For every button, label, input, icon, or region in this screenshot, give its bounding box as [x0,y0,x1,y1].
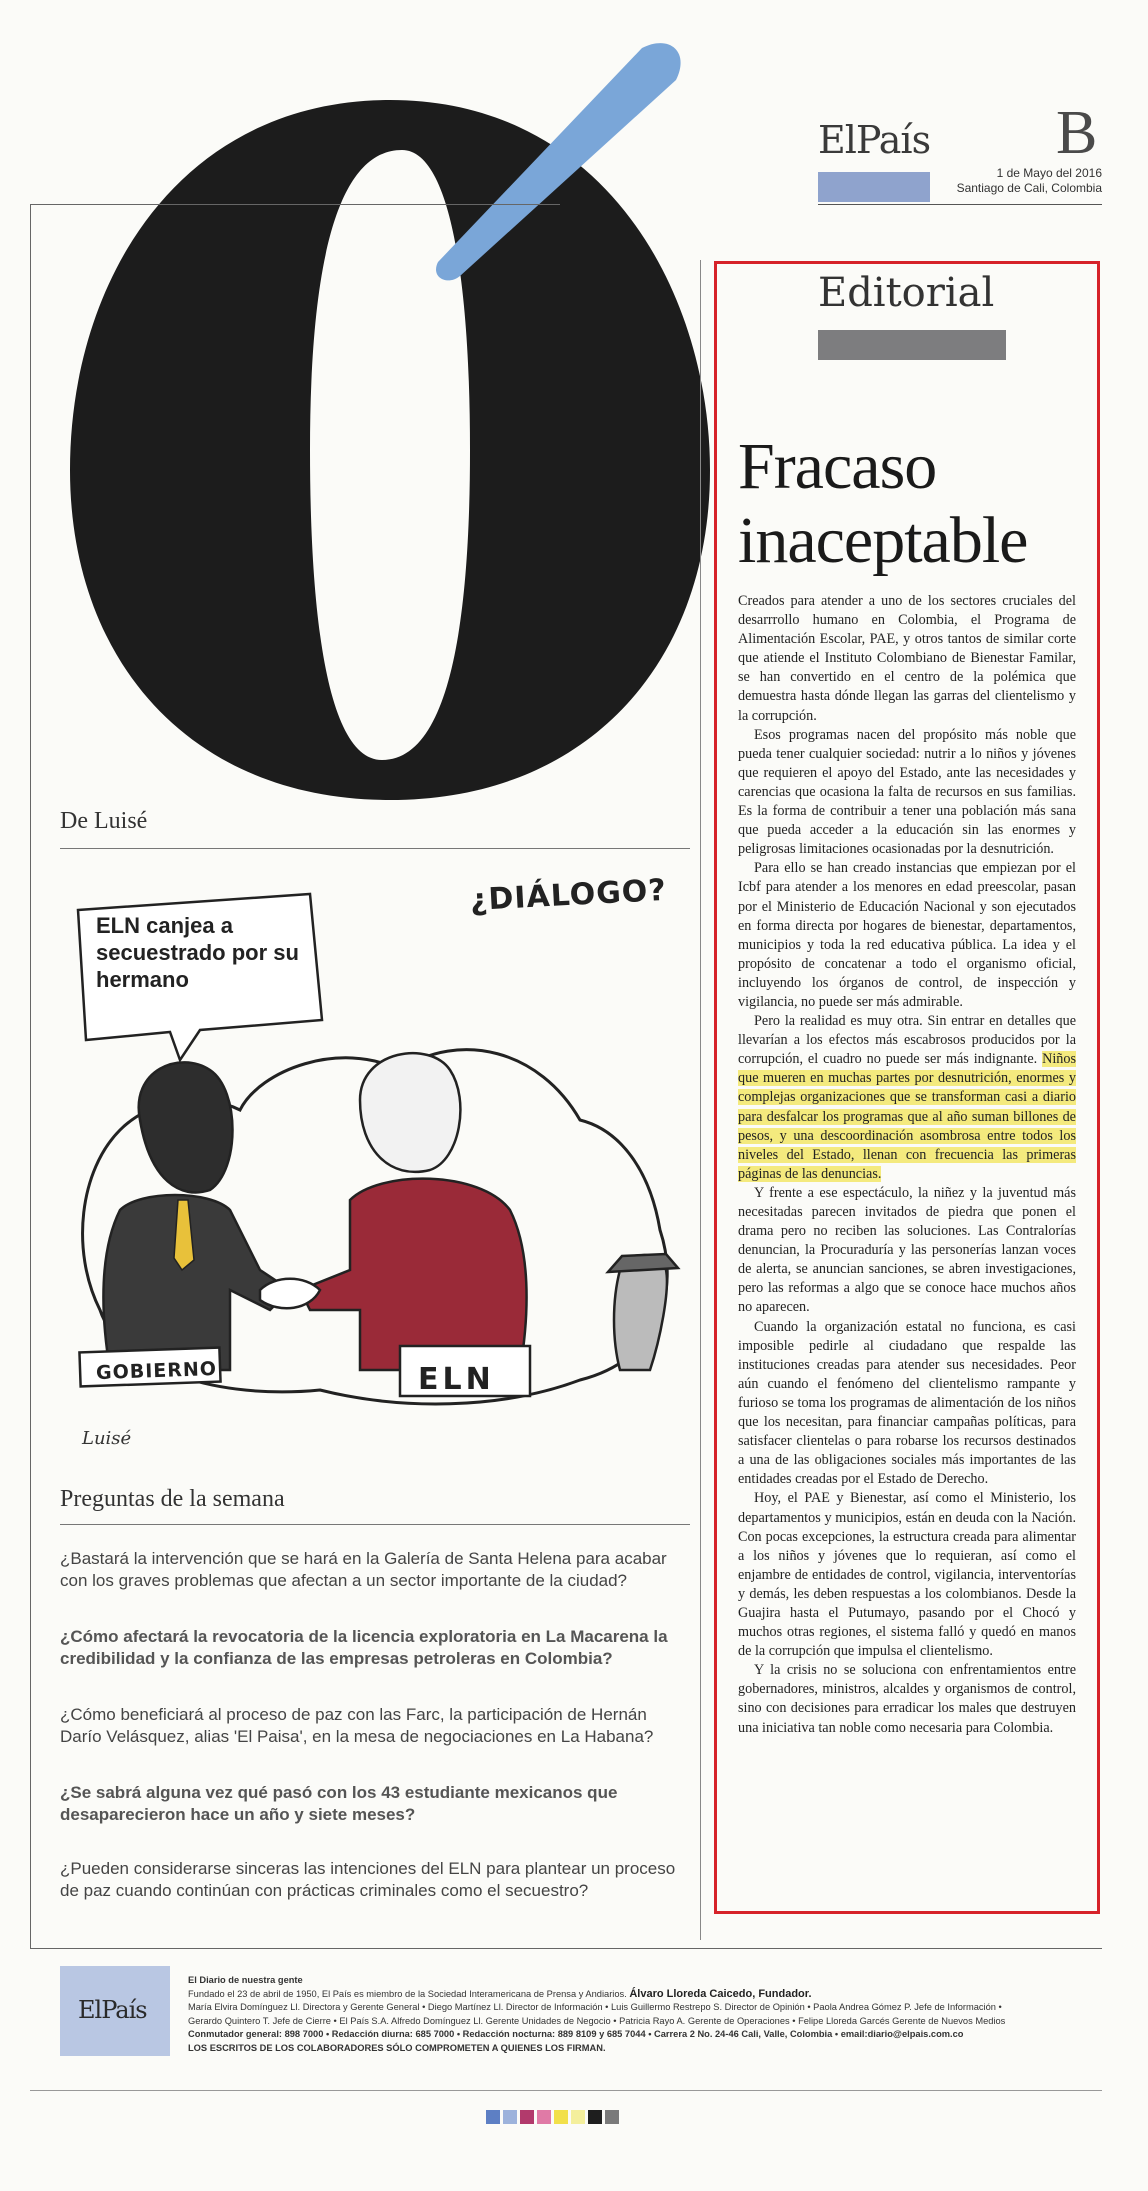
question-item: ¿Pueden considerarse sinceras las intenciones del ELN para plantear un proceso de paz cuando continúan con prácticas criminales como el secuestro? [60,1859,676,1900]
editorial-paragraph: Y la crisis no se soluciona con enfrentamientos entre gobernadores, ministros, alcaldes y organismos de control, sino con decisiones para erradicar los males que destruyen una iniciativa tan noble como necesaria para Colombia. [738,1662,1076,1736]
frame-bottom-rule [30,1948,1102,1949]
color-swatch [588,2110,602,2124]
questions-title-rule [60,1524,690,1525]
spy-hat [608,1254,678,1272]
question-item: ¿Se sabrá alguna vez qué pasó con los 43 estudiante mexicanos que desaparecieron hace un año y siete meses? [60,1783,618,1824]
footer-line-2: María Elvira Domínguez Ll. Directora y Gerente General • Diego Martínez Ll. Director de Información • Luis Guillermo Restrepo S. Director de Opinión • Paola Andrea Gómez P. Jefe de Información • [188,2002,1002,2012]
footer-credits [188,1974,1088,2055]
color-swatch [537,2110,551,2124]
section-letter: B [1056,99,1098,167]
highlighted-text: Niños que mueren en muchas partes por desnutrición, enormes y complejas organizaciones que se transforman casi a diario para desfalcar los programas que al año suman billones de pesos, y una descoordinación asombrosa entre todos los niveles del Estado, llenan con frecuencia las primeras páginas de las denuncias. [738,1051,1076,1182]
cartoon-caption-text: ELN canjea a secuestrado por su hermano [96,913,299,992]
editorial-paragraph: Esos programas nacen del propósito más noble que pueda tener cualquier sociedad: nutrir a lo niños y jóvenes que requieren el apoyo del Estado, ante las necesidades y carencias que ocasiona la falta de recursos en sus familias. Es la forma de contribuir a tener una población más sana que pueda acceder a la educación sin las enormes y peligrosas limitaciones ocasionadas por la desnutrición. [738,726,1076,858]
editorial-headline: Fracaso inaceptable [738,430,1028,577]
footer-founder: Álvaro Lloreda Caicedo, Fundador. [629,1987,812,2000]
color-swatch [503,2110,517,2124]
editorial-paragraph: Cuando la organización estatal no funciona, es casi imposible pedirle al ciudadano que respalde las instituciones creadas para atender sus necesidades. Peor aún cuando el fenómeno del clientelismo rampante y furioso se toma los programas de alimentación de los niños que los necesitan, para financiar campañas políticas, para satisfacer clientelas o para robarse los recursos destinados a una de las obligaciones sociales más importantes de las entidades creadas por el Estado de Derecho. [738,1318,1076,1488]
footer-tagline: El Diario de nuestra gente [188,1975,303,1985]
footer-bottom-rule [30,2090,1102,2091]
cartoon-dialogo-text: ¿DIÁLOGO? [469,872,668,919]
cartoon-section-title: De Luisé [60,808,148,834]
editorial-paragraph-highlighted [738,1012,1076,1184]
cartoonist-signature: Luisé [82,1428,132,1449]
eln-sign-text: ELN [418,1362,495,1397]
editorial-body [738,592,1076,1738]
right-figure-head [360,1053,460,1172]
left-figure-head [139,1062,233,1192]
footer-line-3: Gerardo Quintero T. Jefe de Cierre • El País S.A. Alfredo Domínguez Ll. Gerente Unidades de Negocio • Patricia Rayo A. Gerente de Operaciones • Felipe Lloreda Garcés Gerente de Nuevos Medios [188,2015,1006,2026]
masthead-color-bar [818,172,930,202]
footer-line-1: Fundado el 23 de abril de 1950, El País es miembro de la Sociedad Interamericana de Prensa y Andiarios. [188,1988,627,1999]
color-swatch [554,2110,568,2124]
color-swatch [605,2110,619,2124]
letter-o-shape [70,100,710,800]
question-item: ¿Cómo afectará la revocatoria de la licencia exploratoria en La Macarena la credibilidad y la confianza de las empresas petroleras en Colombia? [60,1627,668,1668]
decorative-letter-o-illustration [30,40,750,820]
editorial-paragraph: Hoy, el PAE y Bienestar, así como el Ministerio, los departamentos y municipios, están en deuda con la Nación. Con pocas excepciones, la estructura creada para alimentar a los niños y jóvenes que lo requieran, así como el enjambre de entidades de control, vigilancia, interventorías y demás, les deben respuestas a los colombianos. Desde la Guajira hasta el Putumayo, pasando por el Chocó y muchos otras regiones, el sistema falló y quedó en manos de la corrupción que impulsa el clientelismo. [738,1490,1076,1660]
column-divider [700,260,701,1940]
frame-top-rule [30,204,560,205]
footer-founding-line [188,1988,1088,2002]
footer-disclaimer: LOS ESCRITOS DE LOS COLABORADORES SÓLO COMPROMETEN A QUIENES LOS FIRMAN. [188,2042,606,2053]
gobierno-sign-text: GOBIERNO [95,1357,218,1385]
questions-section-title: Preguntas de la semana [60,1486,285,1512]
footer-contact-line[interactable]: Conmutador general: 898 7000 • Redacción diurna: 685 7000 • Redacción nocturna: 889 8109 y 685 7044 • Carrera 2 No. 24-46 Cali, Valle, Colombia • email:diario@elpais.com.co [188,2029,964,2039]
color-swatch [571,2110,585,2124]
publication-location: Santiago de Cali, Colombia [956,181,1102,195]
publication-dateline [940,166,1102,196]
editorial-paragraph: Creados para atender a uno de los sectores cruciales del desarrrollo humano en Colombia, el Programa de Alimentación Escolar, PAE, y otros tantos de similar corte que atiende el Instituto Colombiano de Bienestar Familar, se han convertido en el centro de la polémica que demuestra hasta dónde llegan las garras del clientelismo y la corrupción. [738,593,1076,724]
color-swatch [520,2110,534,2124]
right-figure-body [300,1179,527,1370]
question-item: ¿Cómo beneficiará al proceso de paz con las Farc, la participación de Hernán Darío Velásquez, alias 'El Paisa', en la mesa de negociaciones en La Habana? [60,1705,654,1746]
footer-logo[interactable]: ElPaís [78,1996,147,2024]
frame-left-rule [30,204,31,1948]
editorial-paragraph: Para ello se han creado instancias que empiezan por el Icbf para atender a los menores en edad preescolar, pasan por el Ministerio de Educación Nacional y son ejecutados en forma directa por hogares de bienestar, departamentos, municipios y toda la red educativa pública. La idea y el propósito de concatenar a todo el organismo oficial, incluyendo los órganos de control, de inspección y vigilancia, no puede ser más admirable. [738,860,1076,1010]
masthead-rule [818,204,1102,205]
left-figure-body [103,1195,290,1370]
editorial-section-label: Editorial [818,270,995,316]
editorial-label-bar [818,330,1006,360]
publication-date: 1 de Mayo del 2016 [996,166,1102,180]
question-item: ¿Bastará la intervención que se hará en la Galería de Santa Helena para acabar con los graves problemas que afectan a un sector importante de la ciudad? [60,1549,667,1590]
cartoon-title-rule [60,848,690,849]
masthead-logo[interactable]: ElPaís [818,118,931,162]
paragraph-lead-text: Pero la realidad es muy otra. Sin entrar en detalles que llevarían a los efectos más escabrosos producidos por la corrupción, el cuadro no puede ser más indignante. [738,1013,1076,1068]
editorial-paragraph: Y frente a ese espectáculo, la niñez y la juventud más necesitadas parecen invitados de piedra que ponen el drama pero no reciben las soluciones. Las Contralorías denuncian, la Procuraduría y las personerías lanzan voces de alerta, se anuncian sanciones, se abren investigaciones, pero las reformas a algo que se conoce hace muchos años no aparecen. [738,1184,1076,1316]
print-color-swatches [486,2110,619,2124]
color-swatch [486,2110,500,2124]
